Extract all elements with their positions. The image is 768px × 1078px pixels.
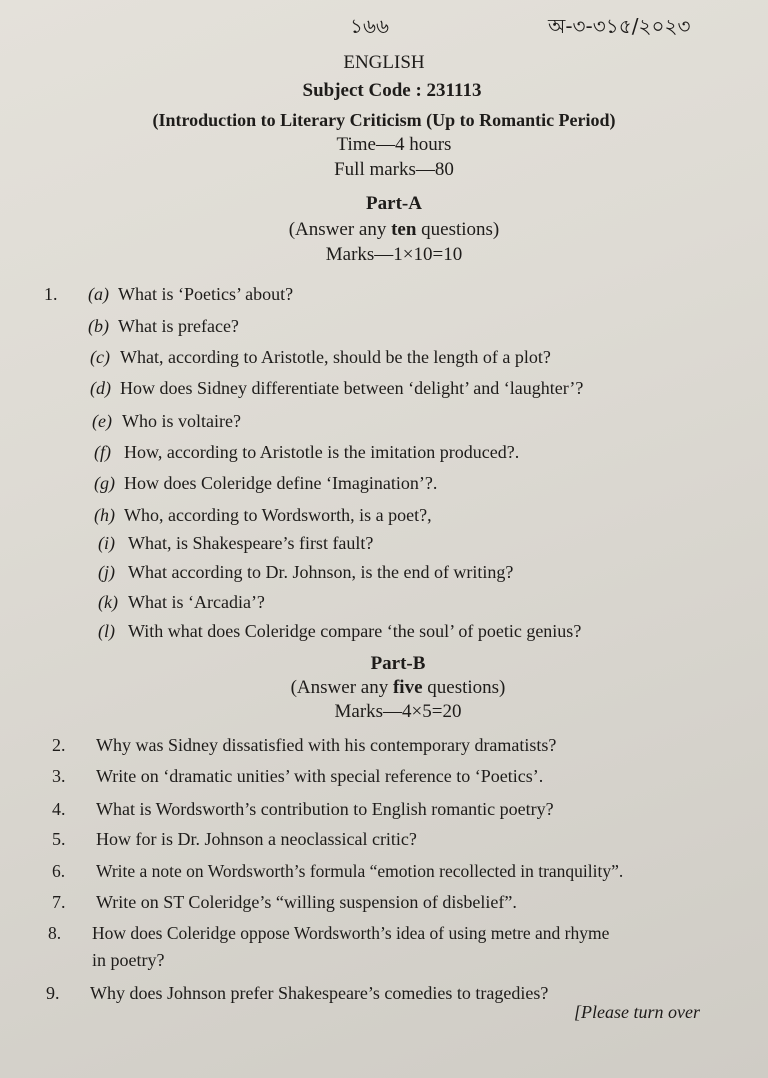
part-a-marks: Marks—1×10=10 [325, 244, 463, 265]
list-item: (j) What according to Dr. Johnson, is the end of writing? [98, 562, 514, 582]
list-item: (e) Who is voltaire? [92, 411, 241, 431]
list-item: (i) What, is Shakespeare’s first fault? [98, 533, 374, 553]
paper-code-bengali: অ-৩-৩১৫/২০২৩ [548, 14, 691, 38]
list-item: (a) What is ‘Poetics’ about? [88, 284, 294, 304]
paper-name: (Introduction to Literary Criticism (Up to Romantic Period) [152, 110, 616, 130]
list-item: 2. Why was Sidney dissatisfied with his contemporary dramatists? [52, 735, 557, 755]
list-item: 9. Why does Johnson prefer Shakespeare’s comedies to tragedies? [46, 983, 549, 1003]
turn-over-note: [Please turn over [574, 1002, 700, 1022]
list-item: 8. How does Coleridge oppose Wordsworth’s idea of using metre and rhyme [48, 923, 610, 943]
part-a-heading: Part-A [366, 193, 422, 214]
list-item: (f) How, according to Aristotle is the imitation produced?. [94, 442, 520, 462]
list-item: (h) Who, according to Wordsworth, is a poet?, [94, 505, 432, 525]
exam-time: Time—4 hours [336, 134, 452, 155]
subject-code: Subject Code : 231113 [302, 80, 482, 101]
part-b-marks: Marks—4×5=20 [334, 701, 462, 722]
list-item: 3. Write on ‘dramatic unities’ with special reference to ‘Poetics’. [52, 766, 544, 786]
list-item: 5. How for is Dr. Johnson a neoclassical critic? [52, 829, 417, 849]
list-item: (g) How does Coleridge define ‘Imagination’?. [94, 473, 438, 493]
list-item: 6. Write a note on Wordsworth’s formula “emotion recollected in tranquility”. [52, 861, 624, 881]
part-b-instruction: (Answer any five questions) [290, 677, 506, 698]
list-item: (l) With what does Coleridge compare ‘the soul’ of poetic genius? [98, 621, 582, 641]
list-item: 4. What is Wordsworth’s contribution to English romantic poetry? [52, 799, 554, 819]
list-item: (b) What is preface? [88, 316, 239, 336]
list-item-continuation: in poetry? [92, 950, 165, 970]
question-number: 1. [44, 284, 58, 304]
list-item: (d) How does Sidney differentiate between ‘delight’ and ‘laughter’? [90, 378, 584, 398]
list-item: (k) What is ‘Arcadia’? [98, 592, 265, 612]
subject-title: ENGLISH [343, 52, 425, 73]
part-a-instruction: (Answer any ten questions) [288, 219, 500, 240]
full-marks: Full marks—80 [334, 159, 454, 180]
part-b-heading: Part-B [370, 653, 426, 674]
list-item: (c) What, according to Aristotle, should be the length of a plot? [90, 347, 551, 367]
list-item: 7. Write on ST Coleridge’s “willing suspension of disbelief”. [52, 892, 517, 912]
page-number-bengali: ১৬৬ [350, 14, 389, 38]
